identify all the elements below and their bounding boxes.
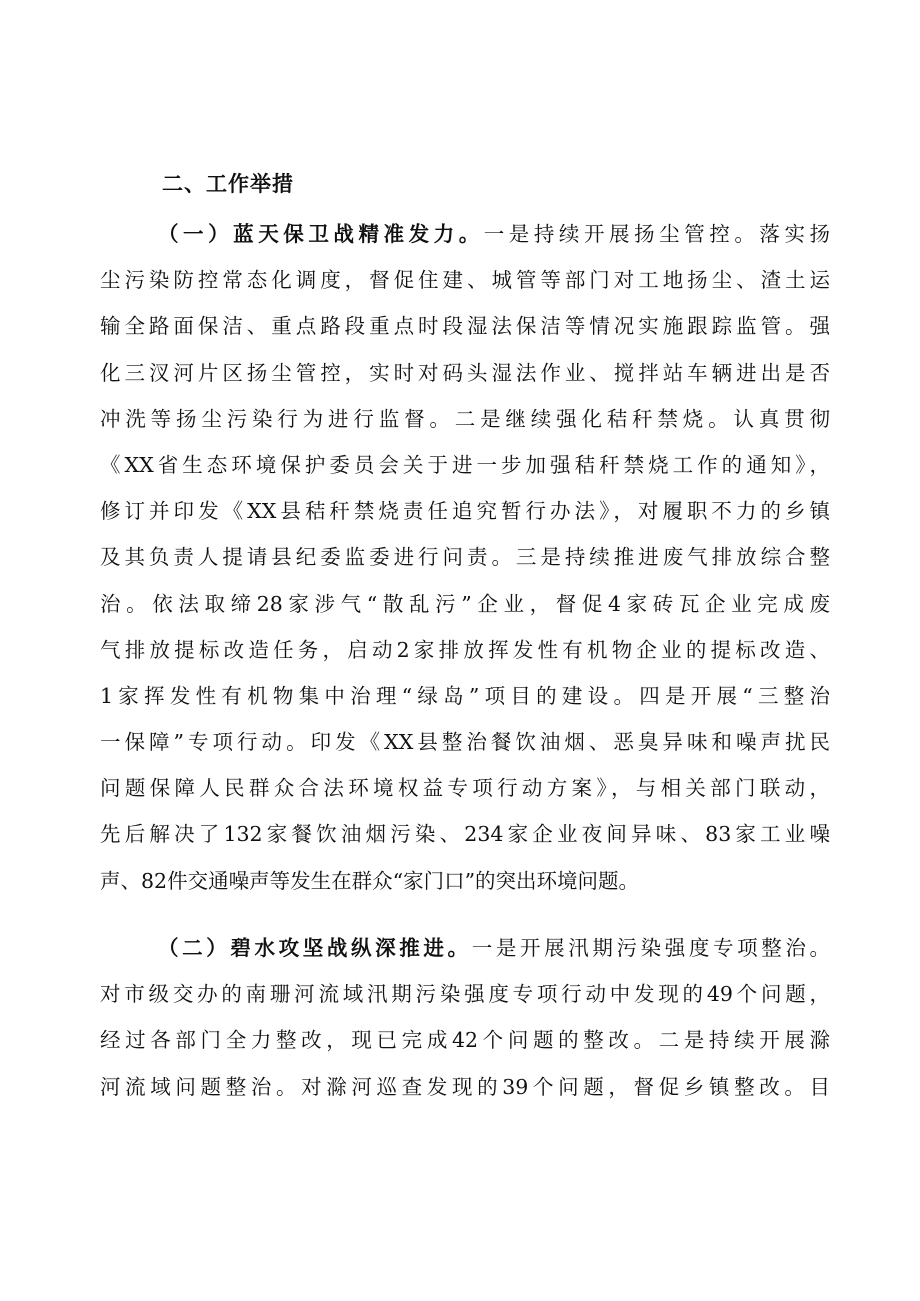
paragraph-line: 先后解决了132家餐饮油烟污染、234家企业夜间异味、83家工业噪 bbox=[100, 822, 830, 847]
paragraph-line: 修订并印发《XX县秸秆禁烧责任追究暂行办法》，对履职不力的乡镇 bbox=[100, 499, 830, 524]
paragraph-line: 对市级交办的南珊河流域汛期污染强度专项行动中发现的49个问题， bbox=[100, 982, 830, 1007]
paragraph-line: 及其负责人提请县纪委监委进行问责。三是持续推进废气排放综合整 bbox=[100, 545, 830, 570]
paragraph-line: 气排放提标改造任务，启动2家排放挥发性有机物企业的提标改造、 bbox=[100, 637, 830, 662]
section-heading: 二、工作举措 bbox=[162, 171, 294, 196]
paragraph-clear-water bbox=[100, 925, 830, 1110]
paragraph-line: 《XX省生态环境保护委员会关于进一步加强秸秆禁烧工作的通知》， bbox=[100, 452, 830, 477]
paragraph-line: （一）蓝天保卫战精准发力。一是持续开展扬尘管控。落实扬 bbox=[158, 222, 830, 246]
paragraph-line: 声、82件交通噪声等发生在群众“家门口”的突出环境问题。 bbox=[100, 868, 640, 893]
paragraph-line: 尘污染防控常态化调度，督促住建、城管等部门对工地扬尘、渣土运 bbox=[100, 268, 830, 293]
paragraph-blue-sky bbox=[100, 211, 830, 904]
paragraph-line: 问题保障人民群众合法环境权益专项行动方案》，与相关部门联动， bbox=[100, 776, 830, 801]
paragraph-line: 治。依法取缔28家涉气“散乱污”企业，督促4家砖瓦企业完成废 bbox=[100, 591, 830, 616]
paragraph-line: 河流域问题整治。对滁河巡查发现的39个问题，督促乡镇整改。目 bbox=[100, 1074, 830, 1099]
paragraph-line: 1家挥发性有机物集中治理“绿岛”项目的建设。四是开展“三整治 bbox=[100, 683, 830, 708]
paragraph-title: （二）碧水攻坚战纵深推进。 bbox=[158, 936, 472, 960]
paragraph-line: 冲洗等扬尘污染行为进行监督。二是继续强化秸秆禁烧。认真贯彻 bbox=[100, 406, 830, 431]
paragraph-line: （二）碧水攻坚战纵深推进。一是开展汛期污染强度专项整治。 bbox=[158, 936, 831, 960]
paragraph-title: （一）蓝天保卫战精准发力。 bbox=[158, 222, 484, 246]
paragraph-line: 一保障”专项行动。印发《XX县整治餐饮油烟、恶臭异味和噪声扰民 bbox=[100, 730, 830, 755]
paragraph-line: 输全路面保洁、重点路段重点时段湿法保洁等情况实施跟踪监管。强 bbox=[100, 314, 830, 339]
paragraph-line: 化三汊河片区扬尘管控，实时对码头湿法作业、搅拌站车辆进出是否 bbox=[100, 360, 830, 385]
paragraph-line: 经过各部门全力整改，现已完成42个问题的整改。二是持续开展滁 bbox=[100, 1028, 830, 1053]
